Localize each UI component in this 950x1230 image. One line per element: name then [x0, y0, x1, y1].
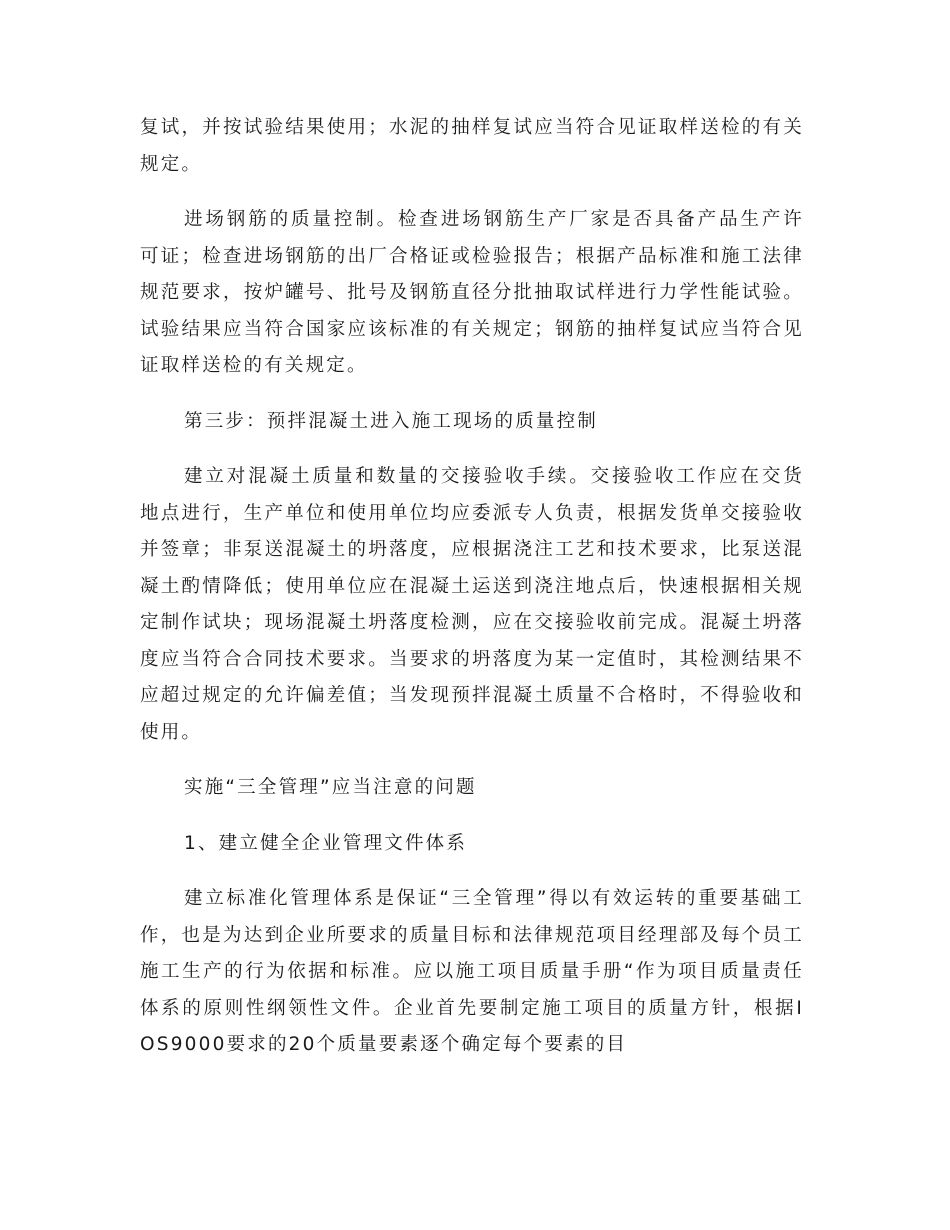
paragraph-rebar-quality-control: 进场钢筋的质量控制。检查进场钢筋生产厂家是否具备产品生产许可证；检查进场钢筋的出厂合格证或检验报告；根据产品标准和施工法律规范要求，按炉罐号、批号及钢筋直径分批抽取试样进行力学性能试验。试验结果应当符合国家应该标准的有关规定；钢筋的抽样复试应当符合见证取样送检的有关规定。	[140, 209, 804, 376]
subheading-document-system: 1、建立健全企业管理文件体系	[184, 832, 468, 854]
paragraph-standardized-management: 建立标准化管理体系是保证“三全管理”得以有效运转的重要基础工作，也是为达到企业所要求的质量目标和法律规范项目经理部及每个员工施工生产的行为依据和标准。应以施工项目质量手册“作为项目质量责任体系的原则性纲领性文件。企业首先要制定施工项目的质量方针，根据IOS9000要求的20个质量要素逐个确定每个要素的目	[140, 888, 804, 1055]
section-heading-step-three: 第三步：预拌混凝土进入施工现场的质量控制	[184, 410, 599, 432]
document-body	[140, 110, 804, 1083]
paragraph-concrete-acceptance: 建立对混凝土质量和数量的交接验收手续。交接验收工作应在交货地点进行，生产单位和使用单位均应委派专人负责，根据发货单交接验收并签章；非泵送混凝土的坍落度，应根据浇注工艺和技术要求，比泵送混凝土酌情降低；使用单位应在混凝土运送到浇注地点后，快速根据相关规定制作试块；现场混凝土坍落度检测，应在交接验收前完成。混凝土坍落度应当符合合同技术要求。当要求的坍落度为某一定值时，其检测结果不应超过规定的允许偏差值；当发现预拌混凝土质量不合格时，不得验收和使用。	[140, 466, 804, 743]
paragraph-cement-retest: 复试，并按试验结果使用；水泥的抽样复试应当符合见证取样送检的有关规定。	[140, 117, 804, 175]
section-heading-three-management: 实施“三全管理”应当注意的问题	[184, 777, 477, 798]
